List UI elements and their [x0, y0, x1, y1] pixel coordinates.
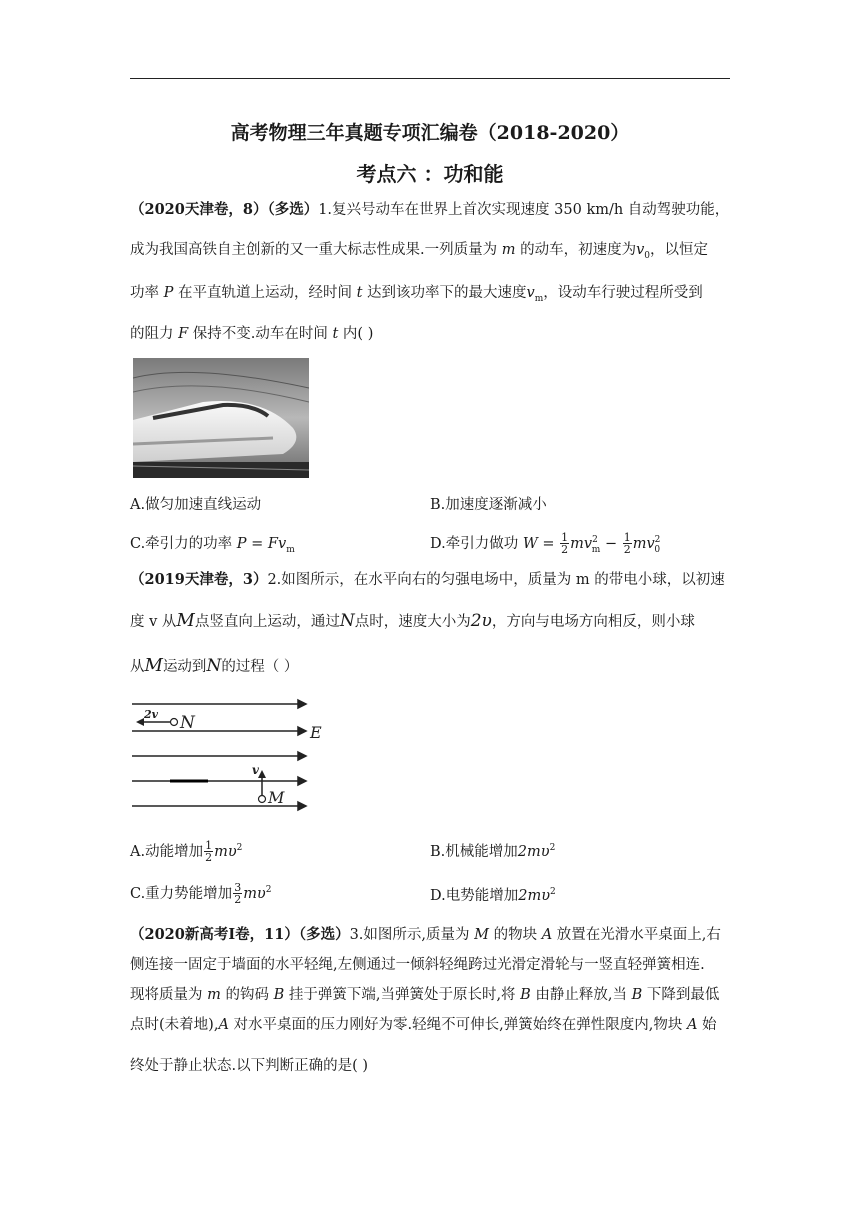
fig-label-m: M: [268, 788, 285, 807]
q2-option-c: C.重力势能增加 $\frac{3}{2}$ $m\upsilon^2$: [130, 881, 272, 907]
fig-label-n: N: [180, 713, 195, 733]
q1-line-3: 功率 P 在平直轨道上运动，经时间 t 达到该功率下的最大速度$v_m$，设动车行驶过程所受到: [130, 285, 703, 304]
q1-option-c: C.牵引力的功率 $P = Fv_m$: [130, 536, 295, 555]
fig-label-2v: 2v: [144, 708, 159, 721]
q3-line-1: （2020新高考Ⅰ卷，11）（多选）3.如图所示,质量为 M 的物块 A 放置在光滑水平桌面上,右: [130, 926, 721, 943]
q2-line-3: 从M运动到N的过程（ ）: [130, 655, 299, 676]
q3-line-3: 现将质量为 m 的钩码 B 挂于弹簧下端,当弹簧处于原长时,将 B 由静止释放,当 B 下降到最低: [130, 987, 720, 1003]
q1-line-4: 的阻力 F 保持不变.动车在时间 t 内( ): [130, 326, 374, 342]
q3-line-2: 侧连接一固定于墙面的水平轻绳,左侧通过一倾斜轻绳跨过光滑定滑轮与一竖直轻弹簧相连.: [130, 957, 705, 973]
q1-line-1: （2020天津卷，8）（多选）1.复兴号动车在世界上首次实现速度 350 km/h 自动驾驶功能，: [130, 201, 730, 218]
fig-label-e: E: [310, 723, 322, 742]
q2-option-a: A.动能增加 $\frac{1}{2}$ $m\upsilon^2$: [130, 839, 243, 865]
q2-option-b: B.机械能增加$2m\upsilon^2$: [430, 843, 556, 860]
q1-option-d: D.牵引力做功 W = $\frac{1}{2}$ $mv^2_m$ − $\frac{1}{2}$ $mv^2_0$: [430, 531, 661, 557]
q1-option-b: B.加速度逐渐减小: [430, 497, 547, 513]
q1-option-a: A.做匀加速直线运动: [130, 497, 262, 513]
q3-line-5: 终处于静止状态.以下判断正确的是( ): [130, 1058, 369, 1074]
q2-line-1: （2019天津卷，3）2.如图所示，在水平向右的匀强电场中，质量为 m 的带电小球，以初速: [130, 571, 725, 588]
q2-option-d: D.电势能增加$2m\upsilon^2$: [430, 887, 556, 904]
q2-line-2: 度 v 从M点竖直向上运动，通过N点时，速度大小为2υ，方向与电场方向相反，则小球: [130, 610, 695, 631]
q3-line-4: 点时(未着地),A 对水平桌面的压力刚好为零.轻绳不可伸长,弹簧始终在弹性限度内,物块 A 始: [130, 1017, 717, 1033]
page-subtitle: 考点六 ：功和能: [356, 162, 504, 186]
train-photo: [133, 358, 309, 478]
q1-line-2: 成为我国高铁自主创新的又一重大标志性成果.一列质量为 m 的动车，初速度为$v_0$，以恒定: [130, 242, 709, 261]
page-title: 高考物理三年真题专项汇编卷（2018-2020）: [230, 122, 630, 144]
fig-label-v: v: [252, 763, 259, 777]
field-diagram: [130, 694, 330, 812]
header-rule: [130, 78, 730, 79]
